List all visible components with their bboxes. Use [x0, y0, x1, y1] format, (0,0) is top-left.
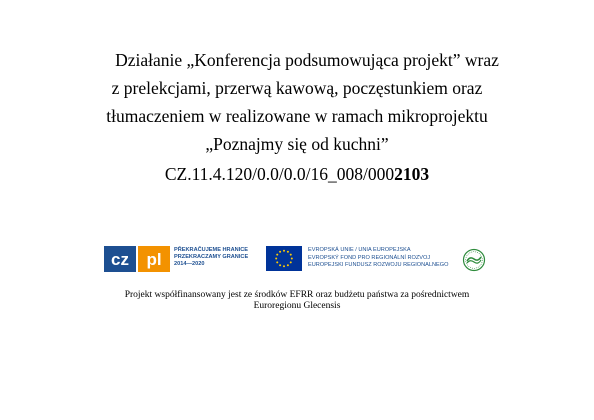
czpl-mark-icon — [104, 246, 170, 272]
eu-star — [290, 254, 292, 256]
czpl-line-3: 2014—2020 — [174, 261, 205, 267]
czpl-line-2: PRZEKRACZAMY GRANICE — [174, 254, 249, 260]
cofinancing-line-1: Projekt współfinansowany jest ze środków EFRR oraz budżetu państwa za pośrednictwem — [124, 290, 470, 300]
eu-star — [287, 251, 289, 253]
czpl-logo — [104, 244, 264, 274]
eu-flag-icon — [266, 246, 302, 271]
svg-text:cz: cz — [111, 250, 129, 269]
euroregion-glacensis-logo-icon — [462, 248, 486, 272]
eu-star — [283, 265, 285, 267]
logo-strip — [0, 244, 594, 276]
eu-logo — [266, 246, 456, 274]
eu-star — [279, 264, 281, 266]
project-code — [0, 160, 594, 188]
eu-line-2: EVROPSKÝ FOND PRO REGIONÁLNÍ ROZVOJ — [308, 254, 431, 261]
eu-line-3: EUROPEJSKI FUNDUSZ ROZWOJU REGIONALNEGO — [308, 262, 449, 268]
eu-star — [290, 261, 292, 263]
eu-star — [276, 254, 278, 256]
main-statement — [0, 46, 594, 188]
statement-line-4: „Poznajmy się od kuchni” — [205, 134, 389, 154]
statement-line-1: Działanie „Konferencja podsumowująca projekt” wraz — [115, 50, 499, 70]
statement-line-3: tłumaczeniem w realizowane w ramach mikroprojektu — [106, 106, 488, 126]
project-code-number: 2103 — [394, 164, 430, 184]
eu-star — [287, 264, 289, 266]
statement-line-2: z prelekcjami, przerwą kawową, poczęstunkiem oraz — [111, 78, 483, 98]
project-code-prefix: CZ.11.4.120/0.0/0.0/16_008/000 — [164, 164, 395, 184]
eu-star — [275, 258, 277, 260]
eu-line-1: EVROPSKÁ UNIE / UNIA EUROPEJSKA — [308, 247, 411, 253]
eu-star — [283, 250, 285, 252]
czpl-line-1: PŘEKRAČUJEME HRANICE — [174, 247, 248, 253]
eu-text — [308, 247, 448, 270]
eu-star — [291, 258, 293, 260]
eu-star — [279, 251, 281, 253]
cofinancing-line-2: Euroregionu Glecensis — [253, 301, 341, 311]
svg-text:pl: pl — [146, 250, 162, 269]
eu-star — [276, 261, 278, 263]
czpl-text — [174, 247, 248, 268]
cofinancing-note — [0, 290, 594, 312]
